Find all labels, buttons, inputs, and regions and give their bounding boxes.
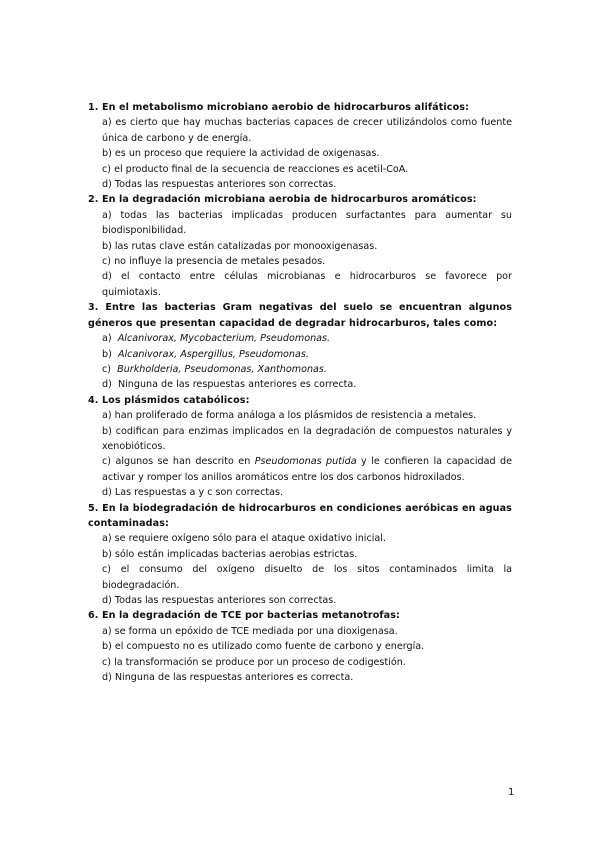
question-text: . En el metabolismo microbiano aerobio de hidrocarburos alifáticos:: [94, 102, 470, 113]
option-a: a) se requiere oxígeno sólo para el ataque oxidativo inicial.: [102, 533, 386, 545]
question-4: [88, 393, 512, 501]
question-list: [88, 100, 512, 685]
question-text: . En la biodegradación de hidrocarburos en condiciones aeróbicas en aguas contaminadas:: [88, 502, 512, 529]
option-a: a) se forma un epóxido de TCE mediada por una dioxigenasa.: [102, 625, 398, 637]
option-b: b) sólo están implicadas bacterias aerobias estrictas.: [102, 548, 358, 560]
option-a: a) Alcanivorax, Mycobacterium, Pseudomonas.: [102, 333, 331, 345]
genera-list: Alcanivorax, Aspergillus, Pseudomonas.: [117, 348, 309, 360]
question-number: 1: [88, 102, 95, 113]
question-4-title: [88, 393, 512, 408]
option-c: c) no influye la presencia de metales pesados.: [102, 256, 326, 268]
question-number: 6: [88, 610, 95, 622]
option-d: d) Las respuestas a y c son correctas.: [102, 487, 284, 499]
question-2: [88, 192, 512, 300]
option-c: c) algunos se han descrito en Pseudomonas putida y le confieren la capacidad de activar y romper los anillos aromáticos entre los dos carbonos hidroxilados.: [102, 456, 512, 483]
question-3: [88, 300, 512, 392]
question-text: . En la degradación microbiana aerobia de hidrocarburos aromáticos:: [94, 194, 477, 206]
question-1-title: [88, 100, 512, 115]
genera-list: Alcanivorax, Mycobacterium, Pseudomonas.: [117, 333, 331, 345]
genera-list: Burkholderia, Pseudomonas, Xanthomonas.: [117, 363, 327, 375]
option-d: d) Todas las respuestas anteriores son correctas.: [102, 179, 337, 191]
question-3-title: [88, 300, 512, 331]
page-number: 1: [508, 787, 515, 798]
question-2-title: [88, 192, 512, 207]
question-5-title: [88, 501, 512, 532]
option-c: c) el consumo del oxígeno disuelto de los sitos contaminados limita la biodegradación.: [102, 564, 512, 591]
question-text: . En la degradación de TCE por bacterias metanotrofas:: [94, 610, 400, 622]
species-name: Pseudomonas putida: [254, 456, 357, 468]
option-c: c) Burkholderia, Pseudomonas, Xanthomonas.: [102, 363, 327, 375]
option-b: b) codifican para enzimas implicados en la degradación de compuestos naturales y xenobióticos.: [102, 425, 512, 452]
option-d: d) el contacto entre células microbianas e hidrocarburos se favorece por quimiotaxis.: [102, 271, 512, 298]
question-number: 2: [88, 194, 95, 206]
question-number: 4: [88, 394, 95, 406]
question-1: [88, 100, 512, 192]
option-b: b) Alcanivorax, Aspergillus, Pseudomonas.: [102, 348, 309, 360]
question-number: 5: [88, 502, 95, 514]
question-text: . Entre las bacterias Gram negativas del suelo se encuentran algunos géneros que presentan capacidad de degradar hidrocarburos, tales como:: [88, 302, 512, 329]
option-c: c) el producto final de la secuencia de reacciones es acetil-CoA.: [102, 163, 409, 175]
question-number: 3: [88, 302, 95, 314]
option-b: b) las rutas clave están catalizadas por monooxigenasas.: [102, 240, 378, 252]
option-a: a) todas las bacterias implicadas producen surfactantes para aumentar su biodisponibilidad.: [102, 209, 512, 237]
option-d: d) Ninguna de las respuestas anteriores es correcta.: [102, 379, 357, 391]
option-a: a) es cierto que hay muchas bacterias capaces de crecer utilizándolos como fuente única de carbono y de energía.: [102, 117, 512, 144]
question-6-title: [88, 608, 512, 623]
option-c: c) la transformación se produce por un proceso de codigestión.: [102, 656, 406, 668]
question-text: . Los plásmidos catabólicos:: [94, 394, 250, 406]
option-b: b) es un proceso que requiere la actividad de oxigenasas.: [102, 148, 380, 160]
option-d: d) Todas las respuestas anteriores son correctas.: [102, 595, 337, 606]
option-b: b) el compuesto no es utilizado como fuente de carbono y energía.: [102, 641, 425, 653]
question-5: [88, 501, 512, 609]
question-6: [88, 608, 512, 685]
option-a: a) han proliferado de forma análoga a los plásmidos de resistencia a metales.: [102, 410, 477, 422]
option-d: d) Ninguna de las respuestas anteriores es correcta.: [102, 672, 354, 684]
